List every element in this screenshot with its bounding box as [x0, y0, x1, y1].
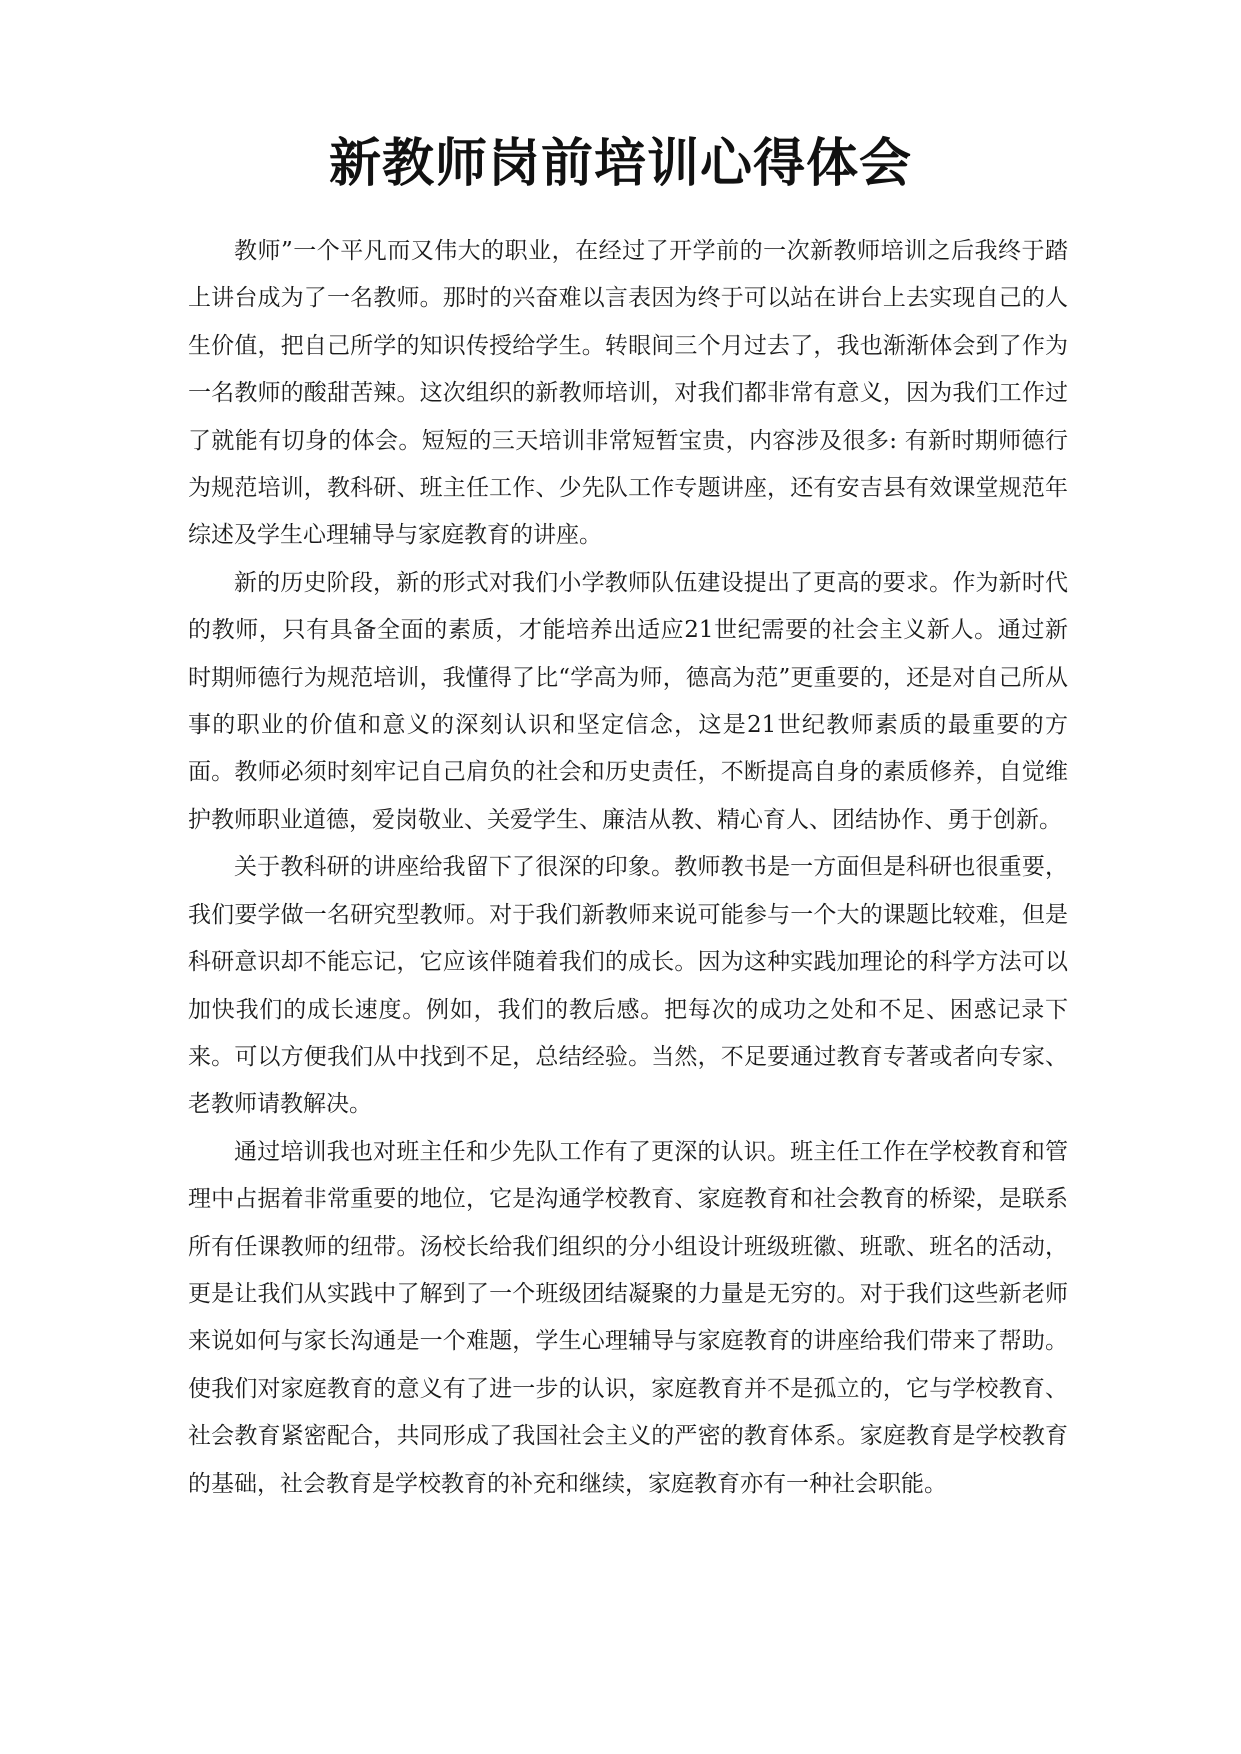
document-body — [188, 228, 1068, 1508]
body-paragraph: 关于教科研的讲座给我留下了很深的印象。教师教书是一方面但是科研也很重要，我们要学做一名研究型教师。对于我们新教师来说可能参与一个大的课题比较难，但是科研意识却不能忘记，它应该伴随着我们的成长。因为这种实践加理论的科学方法可以加快我们的成长速度。例如，我们的教后感。把每次的成功之处和不足、困惑记录下来。可以方便我们从中找到不足，总结经验。当然，不足要通过教育专著或者向专家、老教师请教解决。 — [188, 854, 1068, 1118]
body-paragraph: 新的历史阶段，新的形式对我们小学教师队伍建设提出了更高的要求。作为新时代的教师，只有具备全面的素质，才能培养出适应21世纪需要的社会主义新人。通过新时期师德行为规范培训，我懂得了比“学高为师，德高为范”更重要的，还是对自己所从事的职业的价值和意义的深刻认识和坚定信念，这是21世纪教师素质的最重要的方面。教师必须时刻牢记自己肩负的社会和历史责任，不断提高自身的素质修养，自觉维护教师职业道德，爱岗敬业、关爱学生、廉洁从教、精心育人、团结协作、勇于创新。 — [188, 569, 1068, 833]
body-paragraph: 通过培训我也对班主任和少先队工作有了更深的认识。班主任工作在学校教育和管理中占据着非常重要的地位，它是沟通学校教育、家庭教育和社会教育的桥梁，是联系所有任课教师的纽带。汤校长给我们组织的分小组设计班级班徽、班歌、班名的活动，更是让我们从实践中了解到了一个班级团结凝聚的力量是无穷的。对于我们这些新老师来说如何与家长沟通是一个难题，学生心理辅导与家庭教育的讲座给我们带来了帮助。使我们对家庭教育的意义有了进一步的认识，家庭教育并不是孤立的，它与学校教育、社会教育紧密配合，共同形成了我国社会主义的严密的教育体系。家庭教育是学校教育的基础，社会教育是学校教育的补充和继续，家庭教育亦有一种社会职能。 — [188, 1138, 1068, 1497]
body-paragraph: 教师”一个平凡而又伟大的职业，在经过了开学前的一次新教师培训之后我终于踏上讲台成为了一名教师。那时的兴奋难以言表因为终于可以站在讲台上去实现自己的人生价值，把自己所学的知识传授给学生。转眼间三个月过去了，我也渐渐体会到了作为一名教师的酸甜苦辣。这次组织的新教师培训，对我们都非常有意义，因为我们工作过了就能有切身的体会。短短的三天培训非常短暂宝贵，内容涉及很多: 有新时期师德行为规范培训，教科研、班主任工作、少先队工作专题讲座，还有安吉县有效课堂规范年综述及学生心理辅导与家庭教育的讲座。 — [188, 238, 1068, 549]
document-title: 新教师岗前培训心得体会 — [328, 133, 912, 194]
